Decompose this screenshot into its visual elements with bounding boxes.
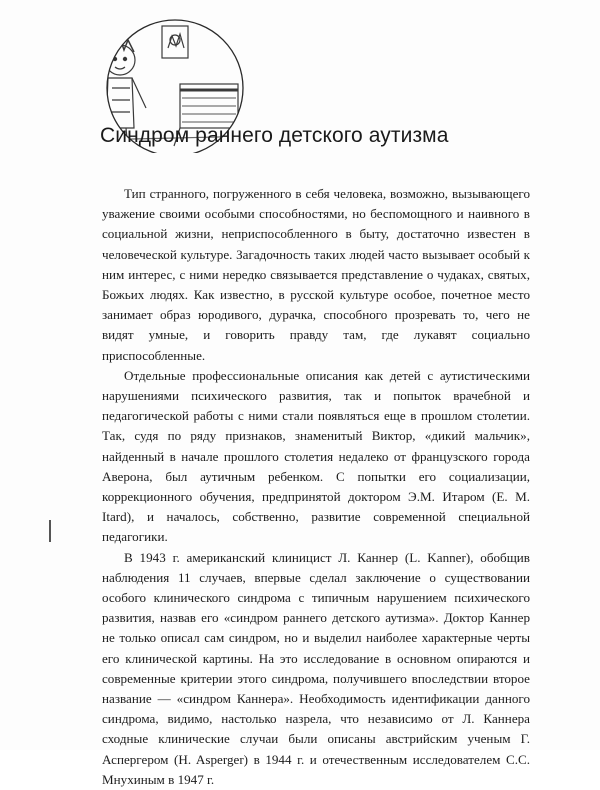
paragraph: Отдельные профессиональные описания как детей с аутистическими нарушениями психического развития, так и попыток врачебной и педагогической работы с ними стали появляться еще в прошлом столетии. Так, судя по ряду признаков, знаменитый Виктор, «дикий мальчик», найденный в начале прошлого столетия недалеко от французского города Аверона, был аутичным ребенком. С попытки его социализации, коррекционного обучения, предпринятой доктором Э.М. Итаром (E. M. Itard), и началось, собственно, развитие современной специальной педагогики. xyxy=(102,367,530,545)
paragraph: Тип странного, погруженного в себя человека, возможно, вызывающего уважение своими особыми способностями, но беспомощного и наивного в социальной жизни, неприспособленного в быту, достаточно известен в человеческой культуре. Загадочность таких людей часто вызывает особый к ним интерес, с ними нередко связывается представление о чудаках, святых, Божьих людях. Как известно, в русской культуре особое, почетное место занимает образ юродивого, дурачка, способного прозревать то, чего не видят умные, и говорить правду там, где лукавят социально приспособленные. xyxy=(102,186,530,363)
margin-scan-mark xyxy=(49,520,51,542)
chapter-body xyxy=(102,184,530,790)
paragraph: В 1943 г. американский клиницист Л. Каннер (L. Kanner), обобщив наблюдения 11 случаев, впервые сделал заключение о существовании особого клинического синдрома с типичным нарушением психического развития, назвав его «синдром раннего детского аутизма». Доктор Каннер не только описал сам синдром, но и выделил наиболее характерные черты его клинической картины. На это исследование в основном опираются и современные критерии этого синдрома, получившего впоследствии второе название — «синдром Каннера». Необходимость идентификации данного синдрома, видимо, настолько назрела, что независимо от Л. Каннера сходные клинические случаи были описаны австрийским ученым Г. Аспергером (H. Asperger) в 1944 г. и отечественным исследователем С.С. Мнухиным в 1947 г. xyxy=(102,549,530,787)
chapter-title: Синдром раннего детского аутизма xyxy=(100,124,449,147)
